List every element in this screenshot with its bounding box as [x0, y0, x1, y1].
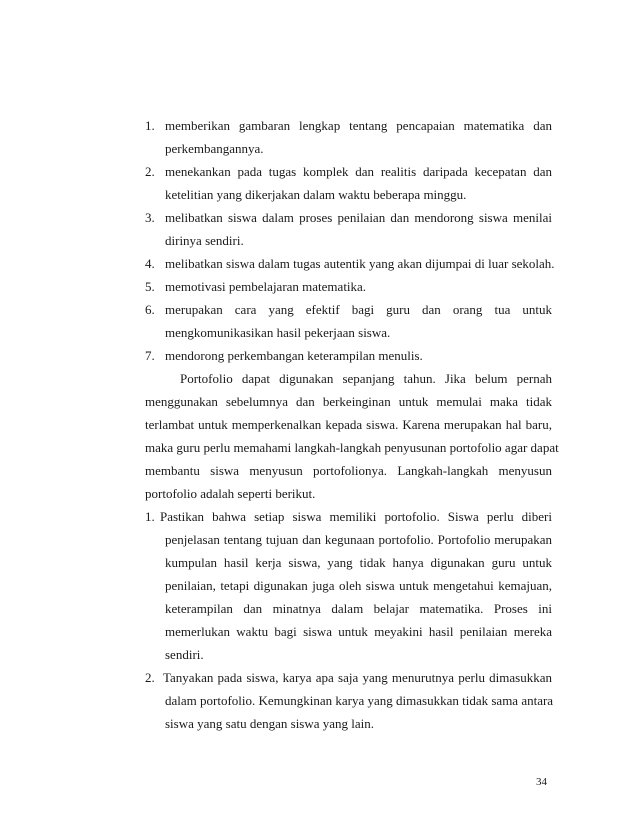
text-line: kumpulan hasil kerja siswa, yang tidak hanya digunakan guru untuk [165, 555, 552, 570]
list-number: 7. [145, 348, 155, 363]
text-line: ketelitian yang dikerjakan dalam waktu beberapa minggu. [165, 187, 467, 202]
text-line: mengkomunikasikan hasil pekerjaan siswa. [165, 325, 391, 340]
list-number: 6. [145, 302, 155, 317]
list-number: 5. [145, 279, 155, 294]
text-line: siswa yang satu dengan siswa yang lain. [165, 716, 375, 731]
text-line: Portofolio dapat digunakan sepanjang tahun. Jika belum pernah [180, 371, 552, 386]
list-number: 2. [145, 670, 155, 685]
text-line: maka guru perlu memahami langkah-langkah penyusunan portofolio agar dapat [145, 440, 559, 455]
text-line: melibatkan siswa dalam tugas autentik yang akan dijumpai di luar sekolah. [165, 256, 555, 271]
list-number: 3. [145, 210, 155, 225]
text-line: Tanyakan pada siswa, karya apa saja yang menurutnya perlu dimasukkan [163, 670, 552, 685]
list-number: 2. [145, 164, 155, 179]
text-line: dirinya sendiri. [165, 233, 244, 248]
list-number: 4. [145, 256, 155, 271]
page-number: 34 [536, 776, 547, 788]
text-line: mendorong perkembangan keterampilan menulis. [165, 348, 423, 363]
text-line: sendiri. [165, 647, 204, 662]
text-line: melibatkan siswa dalam proses penilaian dan mendorong siswa menilai [165, 210, 552, 225]
text-line: membantu siswa menyusun portofolionya. Langkah-langkah menyusun [145, 463, 552, 478]
text-line: memotivasi pembelajaran matematika. [165, 279, 367, 294]
text-line: menggunakan sebelumnya dan berkeinginan untuk memulai maka tidak [145, 394, 552, 409]
text-line: memberikan gambaran lengkap tentang pencapaian matematika dan [165, 118, 552, 133]
text-line: menekankan pada tugas komplek dan realitis daripada kecepatan dan [165, 164, 552, 179]
text-line: dalam portofolio. Kemungkinan karya yang dimasukkan tidak sama antara [165, 693, 554, 708]
text-line: Pastikan bahwa setiap siswa memiliki portofolio. Siswa perlu diberi [160, 509, 552, 524]
list-number: 1. [145, 118, 155, 133]
text-line: penilaian, tetapi digunakan juga oleh siswa untuk mengetahui kemajuan, [165, 578, 552, 593]
text-line: penjelasan tentang tujuan dan kegunaan portofolio. Portofolio merupakan [165, 532, 552, 547]
text-line: perkembangannya. [165, 141, 264, 156]
text-line: portofolio adalah seperti berikut. [145, 486, 316, 501]
text-line: merupakan cara yang efektif bagi guru dan orang tua untuk [165, 302, 552, 317]
text-line: terlambat untuk memperkenalkan kepada siswa. Karena merupakan hal baru, [145, 417, 552, 432]
list-number: 1. [145, 509, 155, 524]
text-line: keterampilan dan minatnya dalam belajar matematika. Proses ini [165, 601, 552, 616]
text-line: memerlukan waktu bagi siswa untuk meyakini hasil penilaian mereka [165, 624, 552, 639]
